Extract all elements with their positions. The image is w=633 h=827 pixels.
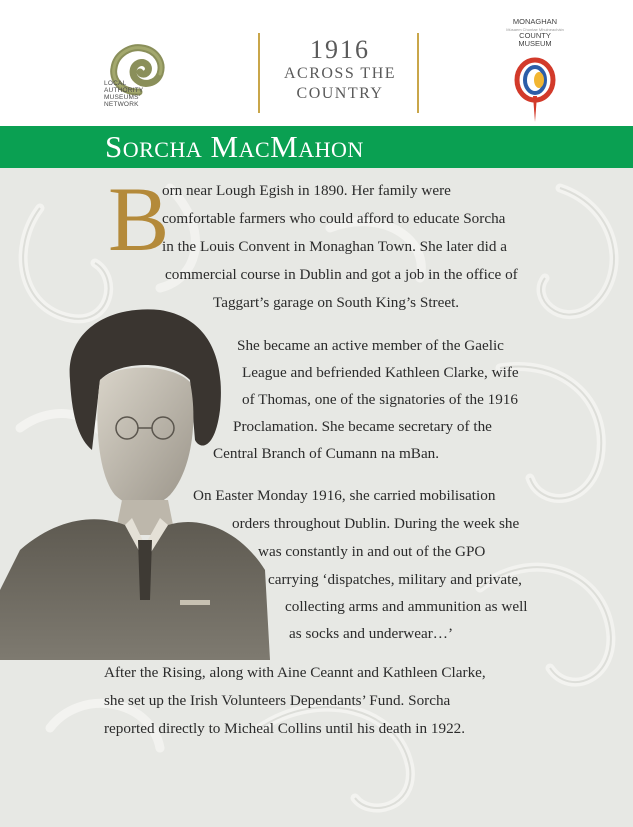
museum-logo-line: MUSEUM <box>518 39 552 48</box>
text-line: League and befriended Kathleen Clarke, wife <box>242 364 519 381</box>
text-line: Central Branch of Cumann na mBan. <box>213 445 440 462</box>
text-line: was constantly in and out of the GPO <box>258 543 486 560</box>
text-line: orders throughout Dublin. During the week she <box>232 515 520 532</box>
text-line: After the Rising, along with Aine Ceannt and Kathleen Clarke, <box>104 664 486 681</box>
text-line: Proclamation. She became secretary of the <box>233 418 492 435</box>
text-line: commercial course in Dublin and got a job in the office of <box>165 266 518 283</box>
title-year: 1916 <box>310 35 370 64</box>
text-line: in the Louis Convent in Monaghan Town. She later did a <box>162 238 507 255</box>
text-line: collecting arms and ammunition as well <box>285 598 528 615</box>
museum-logo-line: COUNTY <box>519 30 551 40</box>
text-line: she set up the Irish Volunteers Dependants’ Fund. Sorcha <box>104 692 451 709</box>
text-line: as socks and underwear…’ <box>289 625 454 642</box>
lam-logo-line: LOCAL <box>104 80 127 87</box>
text-line: Taggart’s garage on South King’s Street. <box>213 294 460 311</box>
text-line: comfortable farmers who could afford to educate Sorcha <box>162 210 506 227</box>
text-line: reported directly to Micheal Collins until his death in 1922. <box>104 720 466 737</box>
text-line: orn near Lough Egish in 1890. Her family were <box>162 182 451 199</box>
page-title: Sorcha MacMahon <box>105 129 364 164</box>
museum-logo-subtext: Músaem Chontae Mhuineacháin <box>506 26 564 32</box>
lam-logo-line: NETWORK <box>104 101 139 108</box>
title-line-1: ACROSS THE <box>283 65 397 82</box>
lam-logo-line: MUSEUMS' <box>104 94 141 101</box>
lam-logo-line: AUTHORITY <box>104 87 144 94</box>
text-line: On Easter Monday 1916, she carried mobilisation <box>193 487 496 504</box>
museum-logo-line: MONAGHAN <box>512 17 558 26</box>
title-line-2: COUNTRY <box>296 85 384 102</box>
drop-cap: B <box>108 168 170 270</box>
text-line: of Thomas, one of the signatories of the 1916 <box>242 391 518 408</box>
text-line: She became an active member of the Gaelic <box>237 337 504 354</box>
text-line: carrying ‘dispatches, military and private, <box>268 571 522 588</box>
